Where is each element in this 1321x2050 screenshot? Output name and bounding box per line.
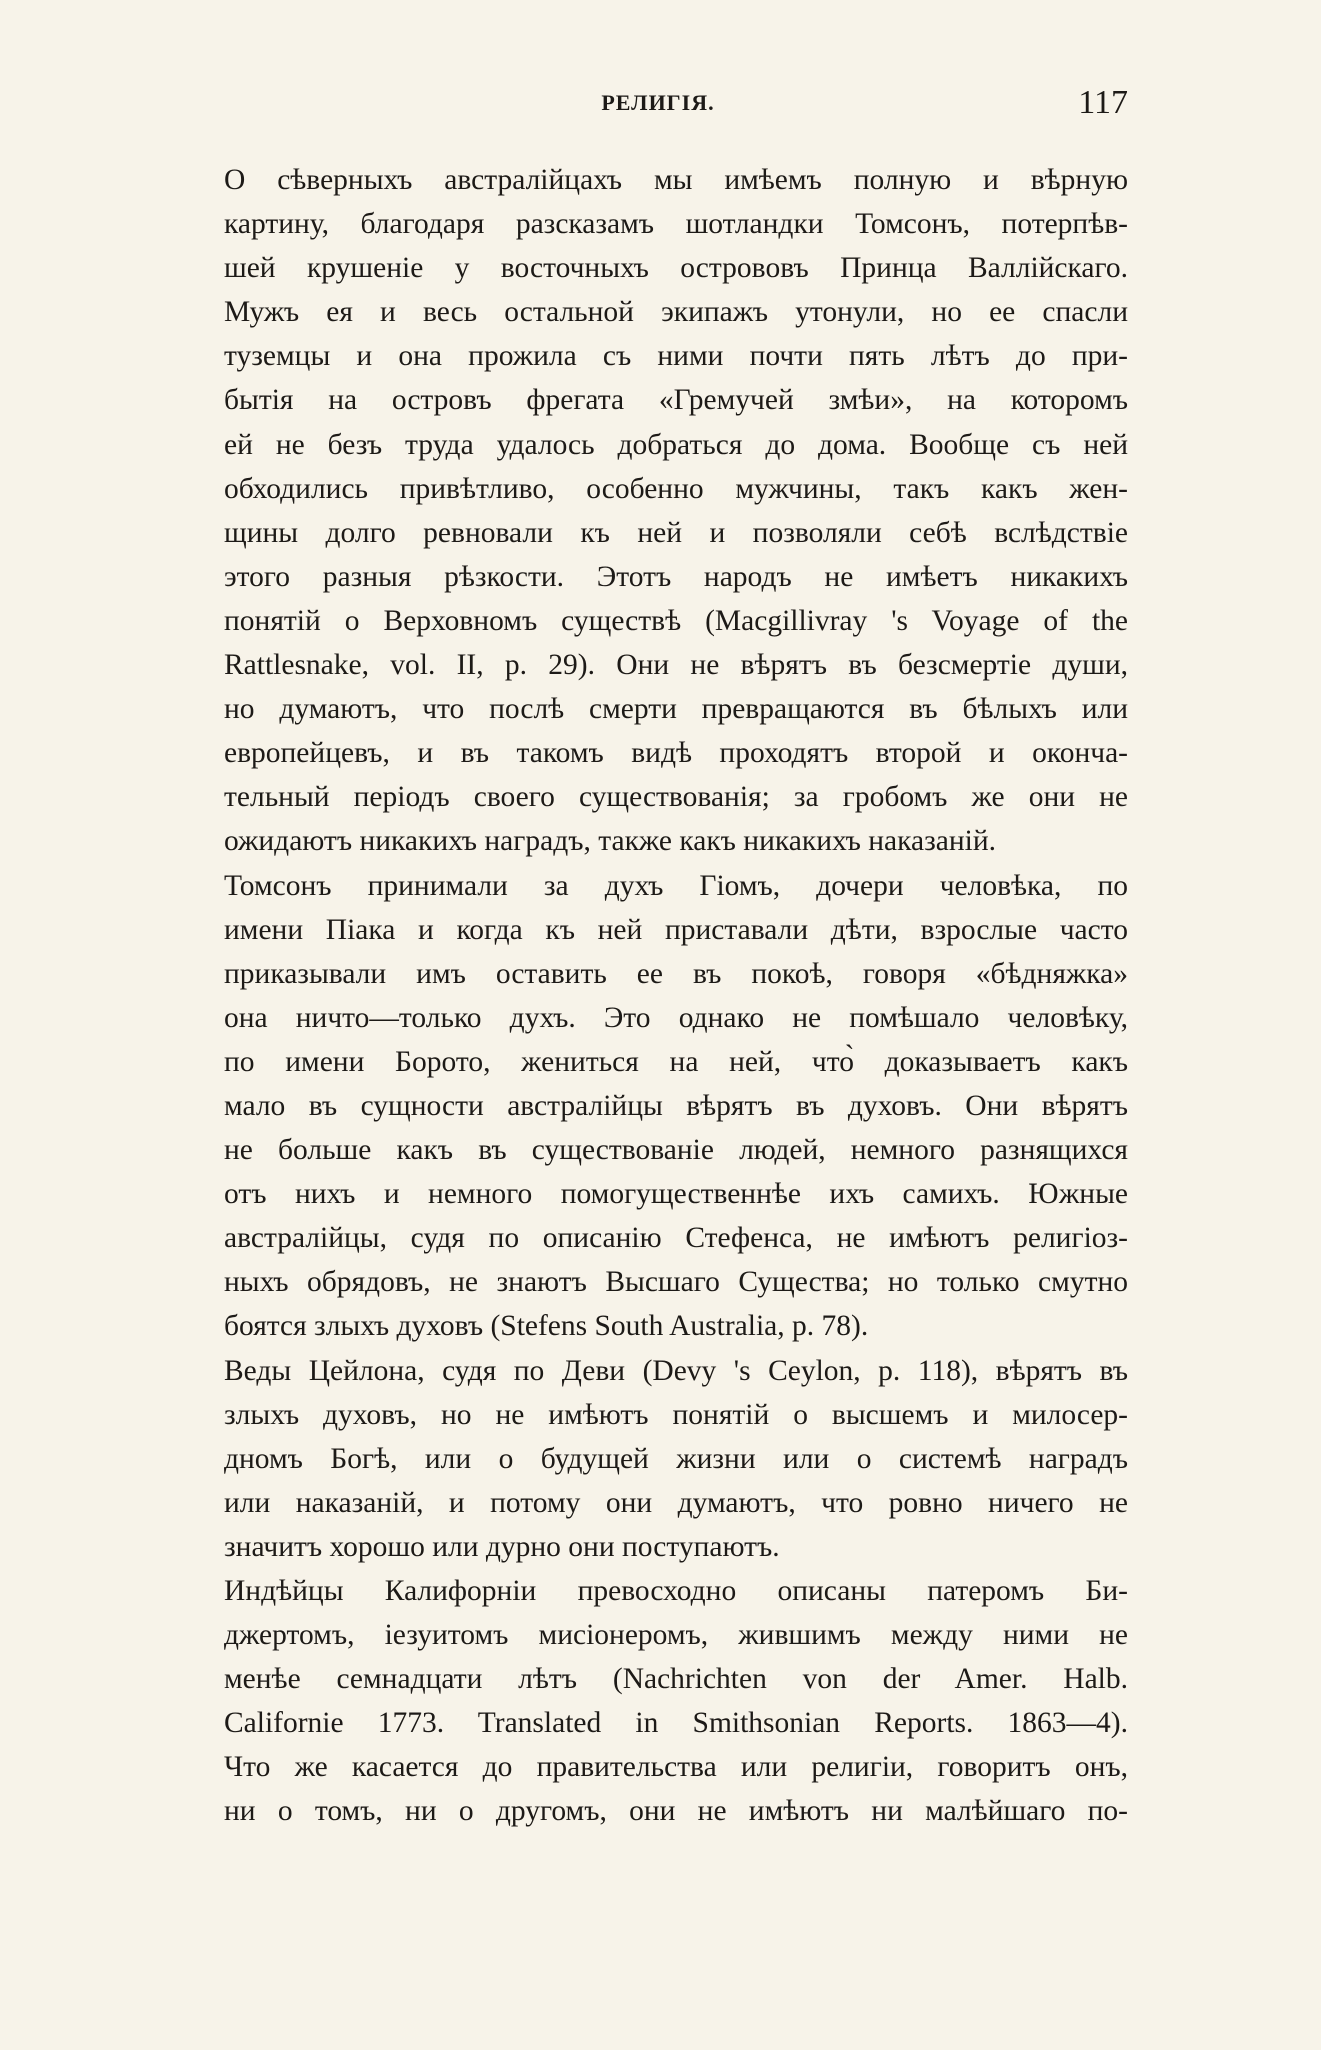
text-line: ни о томъ, ни о другомъ, они не имѣютъ ни малѣйшаго по- bbox=[224, 1795, 1128, 1828]
page-number: 117 bbox=[1078, 84, 1128, 121]
text-line: этого разныя рѣзкости. Этотъ народъ не имѣетъ никакихъ bbox=[224, 560, 1128, 593]
text-line: туземцы и она прожила съ ними почти пять лѣтъ до при- bbox=[224, 340, 1128, 373]
text-line: европейцевъ, и въ такомъ видѣ проходятъ второй и оконча- bbox=[224, 737, 1128, 770]
text-line: имени Піака и когда къ ней приставали дѣти, взрослые часто bbox=[224, 913, 1128, 946]
text-line: австралійцы, судя по описанію Стефенса, не имѣютъ религіоз- bbox=[224, 1222, 1128, 1255]
text-line: но думаютъ, что послѣ смерти превращаются въ бѣлыхъ или bbox=[224, 693, 1128, 726]
text-line: ныхъ обрядовъ, не знаютъ Высшаго Существа; но только смутно bbox=[224, 1266, 1128, 1299]
text-line: картину, благодаря разсказамъ шотландки Томсонъ, потерпѣв- bbox=[224, 208, 1128, 241]
text-line: значитъ хорошо или дурно они поступаютъ. bbox=[224, 1530, 780, 1563]
text-line: мало въ сущности австралійцы вѣрятъ въ духовъ. Они вѣрятъ bbox=[224, 1089, 1128, 1122]
body-text bbox=[188, 158, 1128, 1834]
text-line: бытія на островъ фрегата «Гремучей змѣи», на которомъ bbox=[224, 384, 1128, 417]
paragraph bbox=[188, 158, 1128, 864]
text-line: ожидаютъ никакихъ наградъ, также какъ никакихъ наказаній. bbox=[224, 825, 996, 858]
text-line: Что же касается до правительства или религіи, говоритъ онъ, bbox=[224, 1751, 1128, 1784]
text-line: злыхъ духовъ, но не имѣютъ понятій о высшемъ и милосер- bbox=[224, 1398, 1128, 1431]
text-line: О сѣверныхъ австралійцахъ мы имѣемъ полную и вѣрную bbox=[224, 164, 1128, 196]
text-line: Californie 1773. Translated in Smithsonian Reports. 1863—4). bbox=[224, 1707, 1128, 1740]
text-line: Томсонъ принимали за духъ Гіомъ, дочери человѣка, по bbox=[224, 869, 1128, 902]
text-line: шей крушеніе у восточныхъ островoвъ Принца Валлійскаго. bbox=[224, 252, 1128, 285]
text-line: обходились привѣтливо, особенно мужчины, такъ какъ жен- bbox=[224, 472, 1128, 505]
text-line: джертомъ, іезуитомъ мисіонеромъ, жившимъ между ними не bbox=[224, 1619, 1128, 1652]
text-line: Мужъ ея и весь остальной экипажъ утонули, но ее спасли bbox=[224, 296, 1128, 329]
text-line: или наказаній, и потому они думаютъ, что ровно ничего не bbox=[224, 1486, 1128, 1519]
text-line: понятій о Верховномъ существѣ (Macgillivray 's Voyage of the bbox=[224, 604, 1128, 637]
text-line: она ничто—только духъ. Это однако не помѣшало человѣку, bbox=[224, 1001, 1128, 1034]
running-head: РЕЛИГІЯ. bbox=[601, 90, 715, 115]
text-line: менѣе семнадцати лѣтъ (Nachrichten von der Amer. Halb. bbox=[224, 1663, 1128, 1696]
paragraph bbox=[188, 864, 1128, 1349]
text-line: ей не безъ труда удалось добраться до дома. Вообще съ ней bbox=[224, 428, 1128, 461]
text-line: Веды Цейлона, судя по Деви (Devy 's Ceylon, p. 118), вѣрятъ въ bbox=[224, 1354, 1128, 1387]
text-line: приказывали имъ оставить ее въ покоѣ, говоря «бѣдняжка» bbox=[224, 957, 1128, 990]
paragraph bbox=[188, 1349, 1128, 1569]
text-line: тельный періодъ своего существованія; за гробомъ же они не bbox=[224, 781, 1128, 814]
text-line: боятся злыхъ духовъ (Stefens South Australia, p. 78). bbox=[224, 1310, 869, 1343]
text-line: дномъ Богѣ, или о будущей жизни или о системѣ наградъ bbox=[224, 1442, 1128, 1475]
paragraph bbox=[188, 1569, 1128, 1834]
text-line: щины долго ревновали къ ней и позволяли себѣ вслѣдствіе bbox=[224, 516, 1128, 549]
text-line: Rattlesnake, vol. II, p. 29). Они не вѣрятъ въ безсмертіе души, bbox=[224, 649, 1128, 682]
text-line: по имени Борото, жениться на ней, что̀ доказываетъ какъ bbox=[224, 1045, 1128, 1078]
text-line: не больше какъ въ существованіе людей, немного разнящихся bbox=[224, 1134, 1128, 1167]
text-line: Индѣйцы Калифорніи превосходно описаны патеромъ Би- bbox=[224, 1575, 1128, 1607]
text-line: отъ нихъ и немного помогущественнѣе ихъ самихъ. Южные bbox=[224, 1178, 1128, 1211]
page-header bbox=[188, 84, 1128, 128]
